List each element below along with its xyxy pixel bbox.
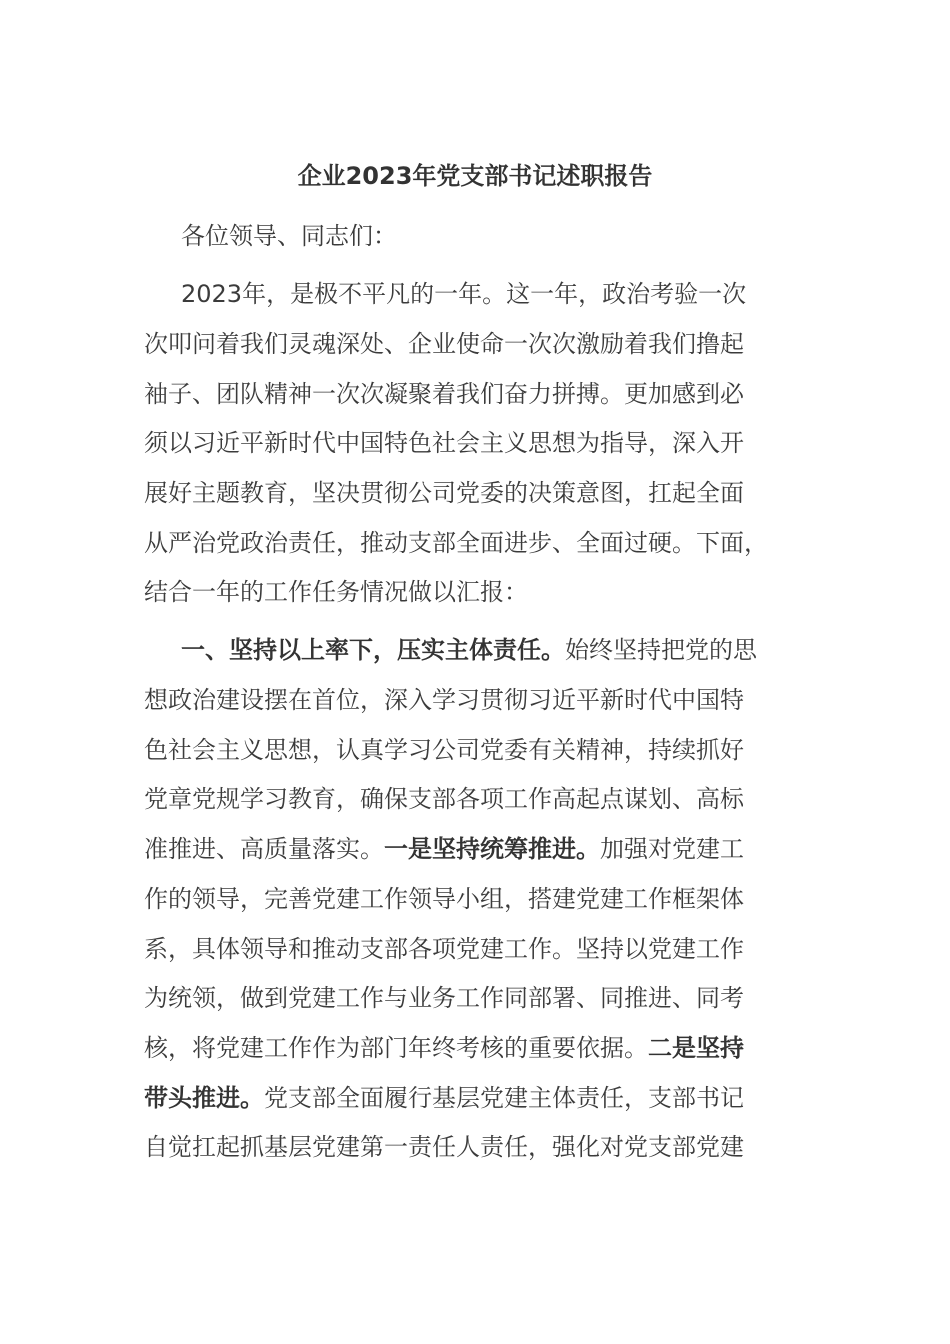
paragraph-line	[144, 1129, 744, 1165]
text-run: 系，具体领导和推动支部各项党建工作。坚持以党建工作	[144, 935, 744, 963]
paragraph-line	[144, 1030, 744, 1066]
paragraph-line	[144, 525, 768, 561]
document-title: 企业2023年党支部书记述职报告	[297, 162, 653, 190]
paragraph-line	[144, 931, 744, 967]
paragraph-line	[144, 732, 744, 768]
text-run: 为统领，做到党建工作与业务工作同部署、同推进、同考	[144, 984, 744, 1012]
paragraph-line	[144, 781, 744, 817]
paragraph-line	[144, 425, 744, 461]
subheading: 一是坚持统筹推进。	[384, 835, 600, 863]
text-run: 想政治建设摆在首位，深入学习贯彻习近平新时代中国特	[144, 686, 744, 714]
paragraph-line	[144, 682, 744, 718]
salutation: 各位领导、同志们：	[181, 222, 397, 250]
paragraph-line	[181, 276, 746, 312]
subheading: 二是坚持	[648, 1034, 744, 1062]
paragraph-line	[144, 1080, 744, 1116]
text-run: 从严治党政治责任，推动支部全面进步、全面过硬。下面，	[144, 529, 768, 557]
text-run: 次叩问着我们灵魂深处、企业使命一次次激励着我们撸起	[144, 330, 744, 358]
text-run: 袖子、团队精神一次次凝聚着我们奋力拼搏。更加感到必	[144, 380, 744, 408]
paragraph-line	[144, 980, 744, 1016]
text-run: 自觉扛起抓基层党建第一责任人责任，强化对党支部党建	[144, 1133, 744, 1161]
paragraph-line	[144, 326, 744, 362]
paragraph-line	[181, 632, 757, 668]
text-run: 始终坚持把党的思	[565, 636, 757, 664]
paragraph-line	[144, 376, 744, 412]
text-run: 色社会主义思想，认真学习公司党委有关精神，持续抓好	[144, 736, 744, 764]
text-run: 党支部全面履行基层党建主体责任，支部书记	[264, 1084, 744, 1112]
subheading: 带头推进。	[144, 1084, 264, 1112]
text-run: 须以习近平新时代中国特色社会主义思想为指导，深入开	[144, 429, 744, 457]
section-heading: 一、坚持以上率下，压实主体责任。	[181, 636, 565, 664]
paragraph-line	[144, 831, 744, 867]
paragraph-line	[144, 574, 528, 610]
text-run: 准推进、高质量落实。	[144, 835, 384, 863]
text-run: 作的领导，完善党建工作领导小组，搭建党建工作框架体	[144, 885, 744, 913]
paragraph-line	[144, 475, 744, 511]
text-run: 展好主题教育，坚决贯彻公司党委的决策意图，扛起全面	[144, 479, 744, 507]
text-run: 加强对党建工	[600, 835, 744, 863]
text-run: 2023年，是极不平凡的一年。这一年，政治考验一次	[181, 280, 747, 308]
text-run: 结合一年的工作任务情况做以汇报：	[144, 578, 528, 606]
paragraph-line	[144, 881, 744, 917]
text-run: 党章党规学习教育，确保支部各项工作高起点谋划、高标	[144, 785, 744, 813]
text-run: 核，将党建工作作为部门年终考核的重要依据。	[144, 1034, 648, 1062]
